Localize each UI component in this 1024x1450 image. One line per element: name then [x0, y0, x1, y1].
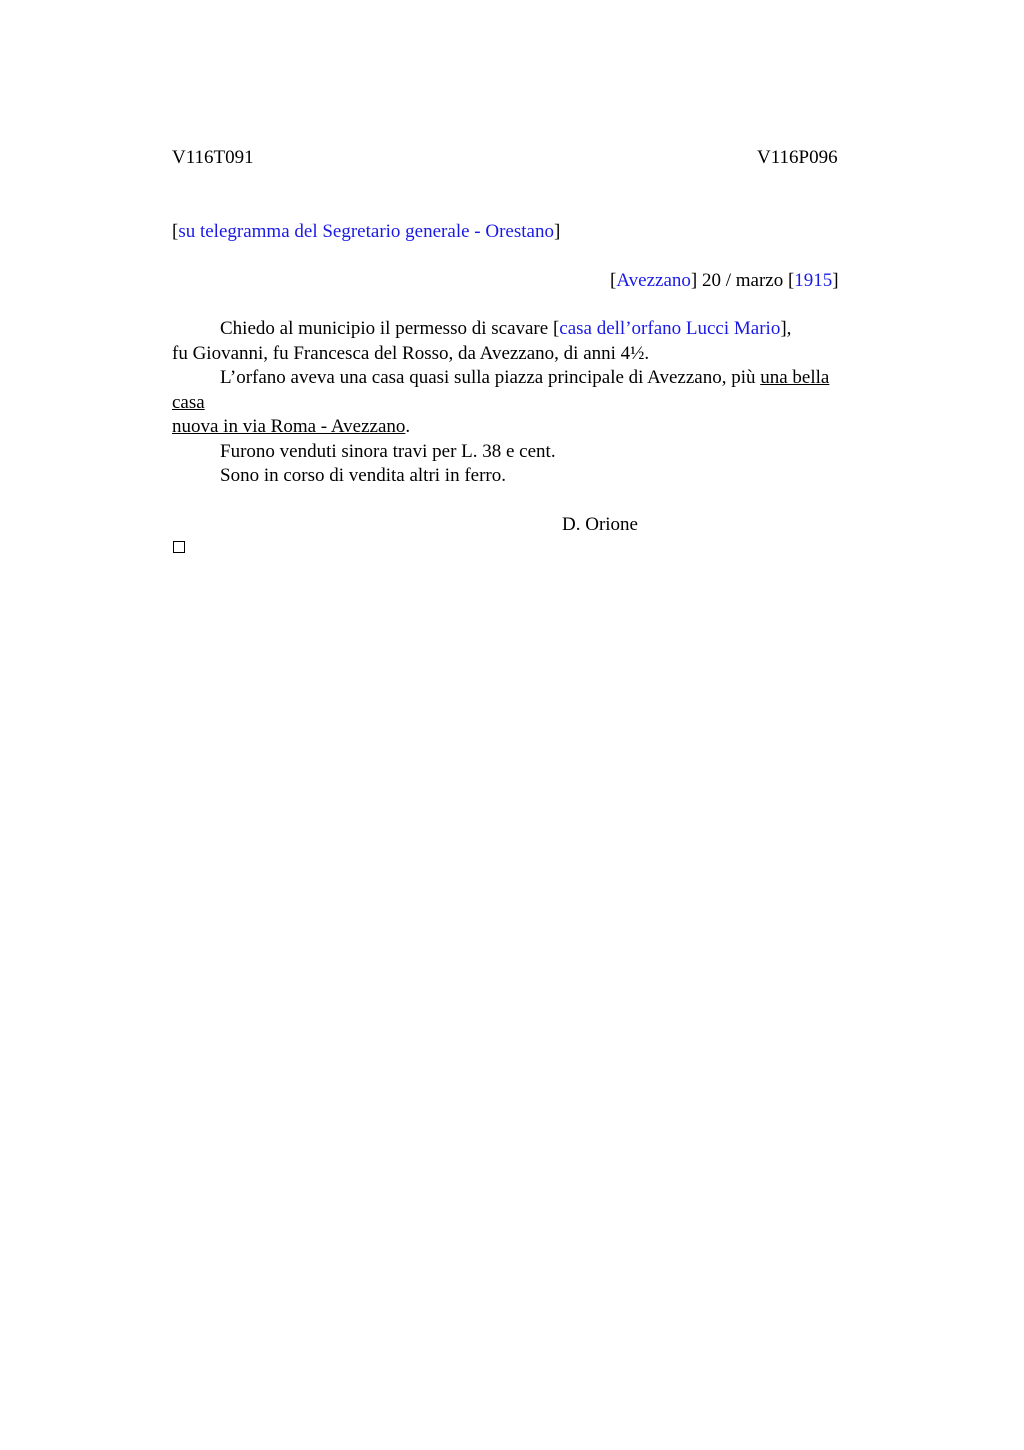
dateline: [610, 269, 839, 293]
paragraph-2-line-1: [220, 366, 829, 390]
paragraph-1-line-2: fu Giovanni, fu Francesca del Rosso, da Avezzano, di anni 4½.: [172, 343, 650, 364]
dateline-close: ]: [832, 270, 839, 291]
end-mark-square: [173, 541, 185, 553]
page-code: V116P096: [757, 147, 838, 168]
p2-underlined-a: una bella: [760, 367, 830, 388]
bracket-close: ]: [553, 221, 561, 242]
p1-text-a: Chiedo al municipio il permesso di scavare [: [220, 318, 560, 339]
source-note-text: su telegramma del Segretario generale - Orestano: [178, 221, 554, 242]
signature: D. Orione: [562, 514, 638, 535]
p2-end: .: [405, 416, 411, 437]
paragraph-2-line-2: casa: [172, 392, 205, 413]
p2-underlined-c: nuova in via Roma - Avezzano: [172, 416, 406, 437]
dateline-year: 1915: [794, 270, 833, 291]
paragraph-1-line-1: [220, 317, 791, 341]
paragraph-3: Furono venduti sinora travi per L. 38 e cent.: [220, 441, 556, 462]
bracket-open: [: [172, 221, 179, 242]
dateline-place: Avezzano: [616, 270, 691, 291]
dateline-middle: ] 20 / marzo [: [690, 270, 795, 291]
p1-editorial-note: casa dell’orfano Lucci Mario: [559, 318, 781, 339]
dateline-open: [: [610, 270, 617, 291]
paragraph-4: Sono in corso di vendita altri in ferro.: [220, 465, 506, 486]
volume-code: V116T091: [172, 147, 254, 168]
source-note: [172, 220, 560, 244]
p1-text-b: ],: [780, 318, 792, 339]
paragraph-2-line-3: [172, 415, 410, 439]
p2-text: L’orfano aveva una casa quasi sulla piazza principale di Avezzano, più: [220, 367, 761, 388]
